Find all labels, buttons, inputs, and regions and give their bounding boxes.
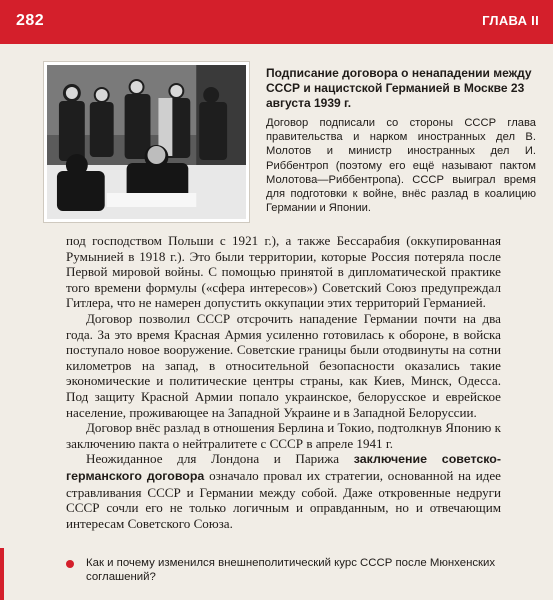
paragraph-4-start: Неожиданное для Лондона и Парижа — [86, 451, 354, 467]
review-question: Как и почему изменился внешнеполитический курс СССР после Мюнхенских соглашений? — [86, 557, 496, 583]
paragraph-3: Договор внёс разлад в отношения Берлина и Токио, подтолкнув Японию к заключению пакта о нейтралитете с СССР в апреле 1941 г. — [66, 420, 501, 451]
paragraph-4-end: означало провал их стратегии, основанной на идее стравливания СССР и Германии между собой. Даже откровенные недруги СССР сочли его не только логичным и оправданным, но и отвечающим интересам Советского Союза. — [66, 467, 501, 531]
paragraph-2: Договор позволил СССР отсрочить нападение Германии почти на два года. За это время Красная Армия усиленно готовилась к обороне, в войска поступало новое вооружение. Советские границы были отодвинуты на сотни километров на запад, в относительной безопасности оказались такие экономические и политические центры страны, как Киев, Минск, Одесса. Под защиту Красной Армии попало украинское, белорусское и еврейское население, проживающее на Западной Украине и в Западной Белоруссии. — [66, 310, 501, 420]
page-number: 282 — [16, 12, 45, 29]
page-edge-marker — [0, 548, 4, 600]
header-bar — [0, 0, 553, 44]
historical-photo-signing-icon — [47, 65, 246, 219]
photo-caption-body: Договор подписали со стороны СССР глава правительства и нарком иностранных дел В. Молотов и министр иностранных дел И. Риббентроп (поэтому его ещё называют пактом Молотова—Риббентропа). СССР выиграл время для подготовки к войне, внёс разлад в коалицию Германии и Японии. — [266, 117, 536, 215]
main-text — [66, 233, 501, 531]
paragraph-1: под господством Польши с 1921 г.), а также Бессарабия (оккупированная Румынией в 1918 г.). Это были территории, которые Россия потеряла после Первой мировой войны. С помощью принятой в дипломатической практике того времени формулы («сфера интересов») Советский Союз предупреждал Гитлера, что не намерен допустить оккупации этих территорий Германией. — [66, 233, 501, 311]
photo-caption-title: Подписание договора о ненападении между СССР и нацистской Германией в Москве 23 августа 1939 г. — [266, 66, 532, 110]
chapter-label: ГЛАВА II — [482, 13, 539, 28]
paragraph-4 — [66, 451, 501, 531]
historical-photo — [44, 62, 249, 222]
key-term: заключение советско-германского договора — [66, 452, 501, 483]
